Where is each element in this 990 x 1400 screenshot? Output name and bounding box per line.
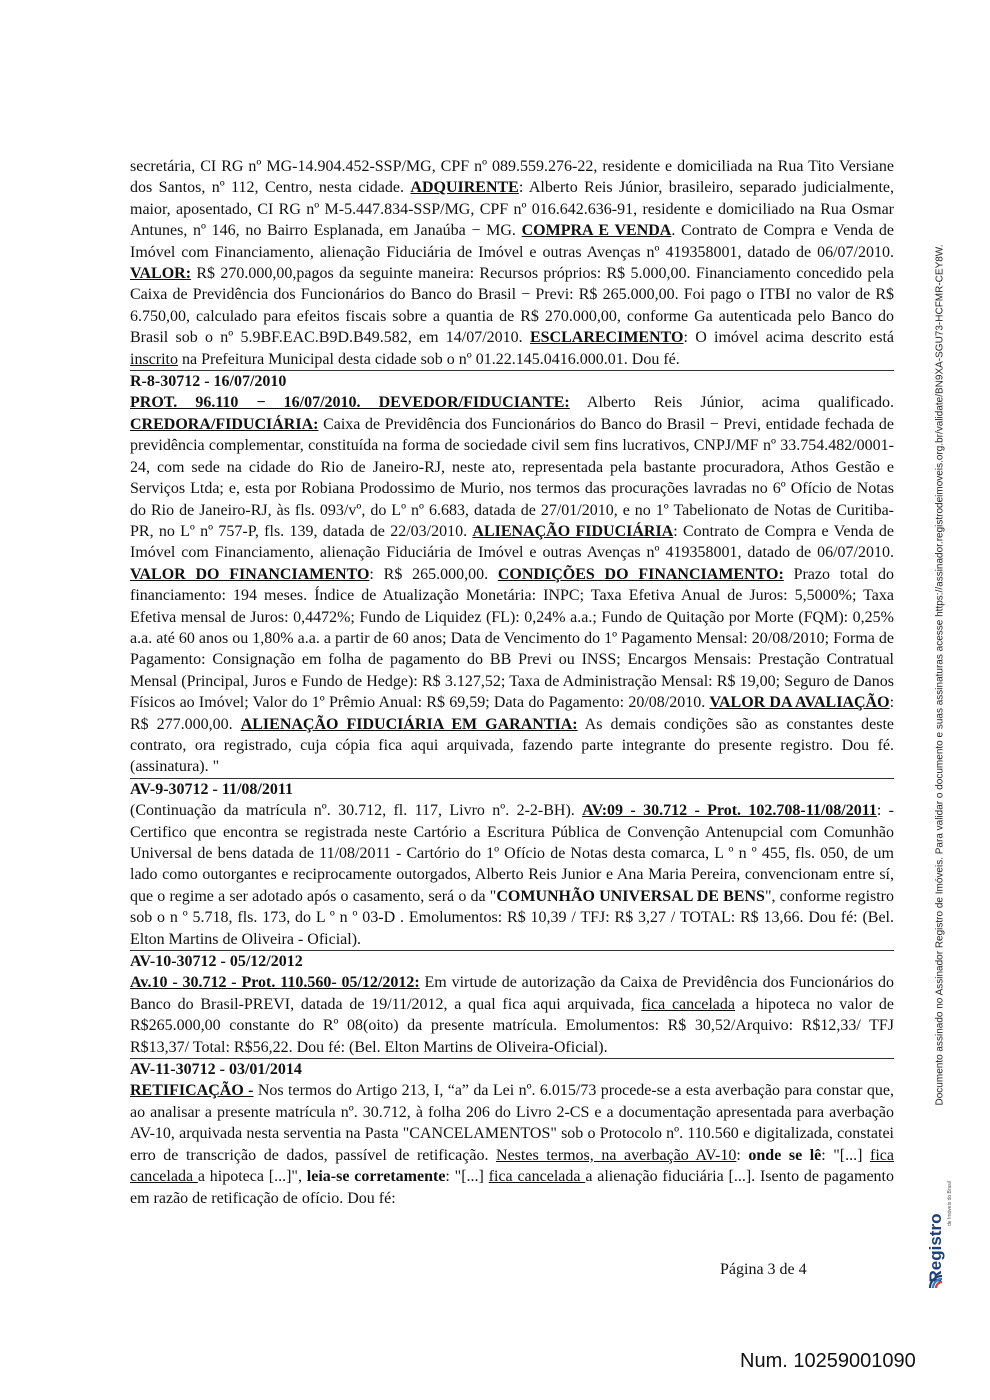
valor-financiamento-label: VALOR DO FINANCIAMENTO	[130, 565, 370, 583]
logo-wordmark: Registro	[926, 1213, 945, 1283]
alienacao-label: ALIENAÇÃO FIDUCIÁRIA	[472, 522, 674, 540]
av10-ref-label: Av.10 - 30.712 - Prot. 110.560- 05/12/2012:	[130, 974, 420, 992]
r8-paragraph	[130, 392, 894, 777]
nestes-termos-text: Nestes termos, na averbação AV-10	[496, 1146, 737, 1164]
av9-text: ", conforme registro sob o n º 5.718, fls. 173, do L º n º 03-D . Emolumentos: R$ 10,39 / TFJ: R$ 3,27 / TOTAL: R$ 13,66. Dou fé: (Bel. Elton Martins de Oliveira - Oficial).	[130, 887, 895, 948]
intro-text: R$ 270.000,00,pagos da seguinte maneira: Recursos próprios: R$ 5.000,00. Financiamento concedido pela Caixa de Previdência dos Funcionários do Banco do Brasil − Previ: R$ 265.000,00. Foi pago o ITBI no valor de R$ 6.750,00, calculado para efeitos fiscais sobre a quantia de R$ 270.000,00, conforme Ga autenticada pelo Banco do Brasil sob o nº 5.9BF.EAC.B9D.B49.582, em 14/07/2010.	[130, 265, 894, 347]
logo-subtitle: de Imóveis do Brasil	[947, 1180, 953, 1226]
logo-mark-icon	[928, 1274, 944, 1290]
intro-paragraph	[130, 156, 894, 370]
av11-text: : "[...]	[821, 1146, 870, 1164]
retificacao-label: RETIFICAÇÃO -	[130, 1082, 254, 1100]
validation-notice: Documento assinado no Assinador Registro de Imóveis. Para validar o documento e suas assinaturas acesse https://assinador.registrodeimoveis.org.br/validate/BN9XA-SGU73-HCFMR-CEY8W.	[934, 244, 946, 1106]
condicoes-label: CONDIÇÕES DO FINANCIAMENTO:	[497, 565, 784, 583]
r8-text: : R$ 265.000,00.	[369, 565, 498, 583]
intro-text: : Alberto Reis Júnior, brasileiro, separado judicialmente, maior, aposentado, CI RG nº M-5.447.834-SSP/MG, CPF nº 016.642.636-91, residente e domiciliado na Rua Osmar Antunes, nº 146, no Bairro Esplanada, em Janaúba − MG.	[130, 179, 894, 240]
intro-text: : O imóvel acima descrito está	[683, 329, 895, 347]
registro-logo	[919, 1180, 953, 1296]
av9-text: (Continuação da matrícula nº. 30.712, fl. 117, Livro nº. 2-2-BH).	[130, 802, 583, 820]
av9-heading: AV-9-30712 - 11/08/2011	[130, 780, 293, 798]
intro-text: secretária, CI RG nº MG-14.904.452-SSP/MG, CPF nº 089.559.276-22, residente e domiciliada na Rua Tito Versiane dos Santos, nº 112, Centro, nesta cidade.	[130, 158, 894, 197]
av11-text: :	[736, 1146, 749, 1164]
av11-text: Nos termos do Artigo 213, I, “a” da Lei nº. 6.015/73 procede-se a esta averbação para constar que, ao analisar a presente matrícula nº. 30.712, à folha 206 do Livro 2-CS e a documentação apresentada para averbação AV-10, arquivada nesta serventia na Pasta "CANCELAMENTOS" sob o Protocolo nº. 110.560 e digitalizada, constatei erro de transcrição de dados, passível de retificação.	[130, 1082, 894, 1164]
signature-sidebar	[926, 150, 954, 1200]
av10-text: a hipoteca no valor de R$265.000,00 constante do Rº 08(oito) da presente matrícula. Emolumentos: R$ 30,52/Arquivo: R$12,33/ TFJ R$13,37/ Total: R$56,22. Dou fé: (Bel. Elton Martins de Oliveira-Oficial).	[130, 995, 895, 1056]
garantia-label: ALIENAÇÃO FIDUCIÁRIA EM GARANTIA:	[240, 715, 578, 733]
av11-text: a alienação fiduciária [...]. Isento de pagamento em razão de retificação de ofício. Dou fé:	[130, 1168, 894, 1207]
fica-cancelada-text: fica cancelada	[488, 1168, 586, 1186]
av9-text: : - Certifico que encontra se registrada neste Cartório a Escritura Pública de Convenção Antenupcial com Comunhão Universal de bens datada de 11/08/2011 - Cartório do 1º Ofício de Notas desta comarca, L º n º 455, fls. 050, de um lado como outorgantes e reciprocamente outorgados, Alberto Reis Junior e Ana Maria Pereira, convencionam entre sí, que o regime a ser adotado após o casamento, será o da "	[130, 802, 894, 905]
av10-text: Em virtude de autorização da Caixa de Previdência dos Funcionários do Banco do Brasil-PREVI, datada de 19/11/2012, a qual fica aqui arquivada,	[130, 974, 895, 1013]
r8-text: As demais condições são as constantes deste contrato, ora registrado, cuja cópia fica aqui arquivada, fazendo parte integrante do presente registro. Dou fé. (assinatura). "	[130, 715, 895, 776]
document-number: Num. 10259001090	[740, 1350, 916, 1372]
r8-text: Caixa de Previdência dos Funcionários do Banco do Brasil − Previ, entidade fechada de previdência complementar, constituída na forma de sociedade civil sem fins lucrativos, CNPJ/MF nº 33.754.482/0001-24, com sede na cidade do Rio de Janeiro-RJ, neste ato, representada pela bastante procuradora, Athos Gestão e Serviços Ltda; e, esta por Robiana Prodossimo de Murio, nos termos das procurações lavradas no 6º Ofício de Notas do Rio de Janeiro-RJ, às fls. 093/vº, do Lº nº 6.683, datada de 27/01/2010, e no 1º Tabelionato de Notas de Curitiba-PR, no Lº nº 757-P, fls. 139, datada de 22/03/2010.	[130, 415, 894, 540]
av9-ref-label: AV:09 - 30.712 - Prot. 102.708-11/08/2011	[582, 802, 877, 820]
valor-label: VALOR:	[130, 265, 192, 283]
credora-label: CREDORA/FIDUCIÁRIA:	[130, 415, 319, 433]
fica-cancelada-text: fica cancelada	[130, 1146, 894, 1186]
cancelada-text: fica cancelada	[641, 995, 736, 1013]
inscrito-text: inscrito	[130, 350, 178, 368]
av11-heading: AV-11-30712 - 03/01/2014	[130, 1061, 302, 1079]
prot-label: PROT. 96.110 − 16/07/2010. DEVEDOR/FIDUCIANTE:	[130, 394, 570, 412]
r8-text: Alberto Reis Júnior, acima qualificado.	[569, 394, 894, 412]
onde-se-le-label: onde se lê	[748, 1146, 822, 1164]
valor-avaliacao-label: VALOR DA AVALIAÇÃO	[709, 694, 890, 712]
r8-text: Prazo total do financiamento: 194 meses. Índice de Atualização Monetária: INPC; Taxa Efetiva Anual de Juros: 5,5000%; Taxa Efetiva mensal de Juros: 0,4472%; Fundo de Liquidez (FL): 0,24% a.a.; Fundo de Quitação por Morte (FQM): 0,25% a.a. até 60 anos ou 1,80% a.a. a partir de 60 anos; Data de Vencimento do 1º Pagamento Mensal: 20/08/2010; Forma de Pagamento: Consignação em folha de pagamento do BB Previ ou INSS; Encargos Mensais: Prestação Contratual Mensal (Principal, Juros e Fundo de Hedge): R$ 3.127,52; Taxa de Administração Mensal: R$ 19,00; Seguro de Danos Físicos ao Imóvel; Valor do 1º Prêmio Anual: R$ 69,59; Data do Pagamento: 20/08/2010.	[130, 565, 894, 712]
intro-text: . Contrato de Compra e Venda de Imóvel com Financiamento, alienação Fiduciária de Imóvel e outras Avenças nº 419358001, datado de 06/07/2010.	[130, 222, 895, 261]
r8-text: : R$ 277.000,00.	[130, 694, 895, 733]
document-body	[130, 156, 894, 1209]
r8-text: : Contrato de Compra e Venda de Imóvel com Financiamento, alienação Fiduciária de Imóvel e outras Avenças nº 419358001, datado de 06/07/2010.	[130, 522, 895, 562]
intro-text: na Prefeitura Municipal desta cidade sob o nº 01.22.145.0416.000.01. Dou fé.	[178, 350, 680, 368]
esclarecimento-label: ESCLARECIMENTO	[529, 329, 684, 347]
comunhao-label: COMUNHÃO UNIVERSAL DE BENS	[496, 887, 765, 905]
compra-venda-label: COMPRA E VENDA	[521, 222, 672, 240]
r8-heading: R-8-30712 - 16/07/2010	[130, 373, 287, 391]
leia-se-label: leia-se corretamente	[306, 1168, 446, 1186]
av9-paragraph	[130, 800, 894, 950]
av11-text: : "[...]	[445, 1168, 489, 1186]
av10-heading: AV-10-30712 - 05/12/2012	[130, 953, 303, 971]
av11-paragraph	[130, 1080, 894, 1208]
av11-text: a hipoteca [...]",	[197, 1168, 307, 1186]
adquirente-label: ADQUIRENTE	[410, 179, 519, 197]
page-number: Página 3 de 4	[720, 1261, 807, 1278]
av10-paragraph	[130, 972, 894, 1058]
